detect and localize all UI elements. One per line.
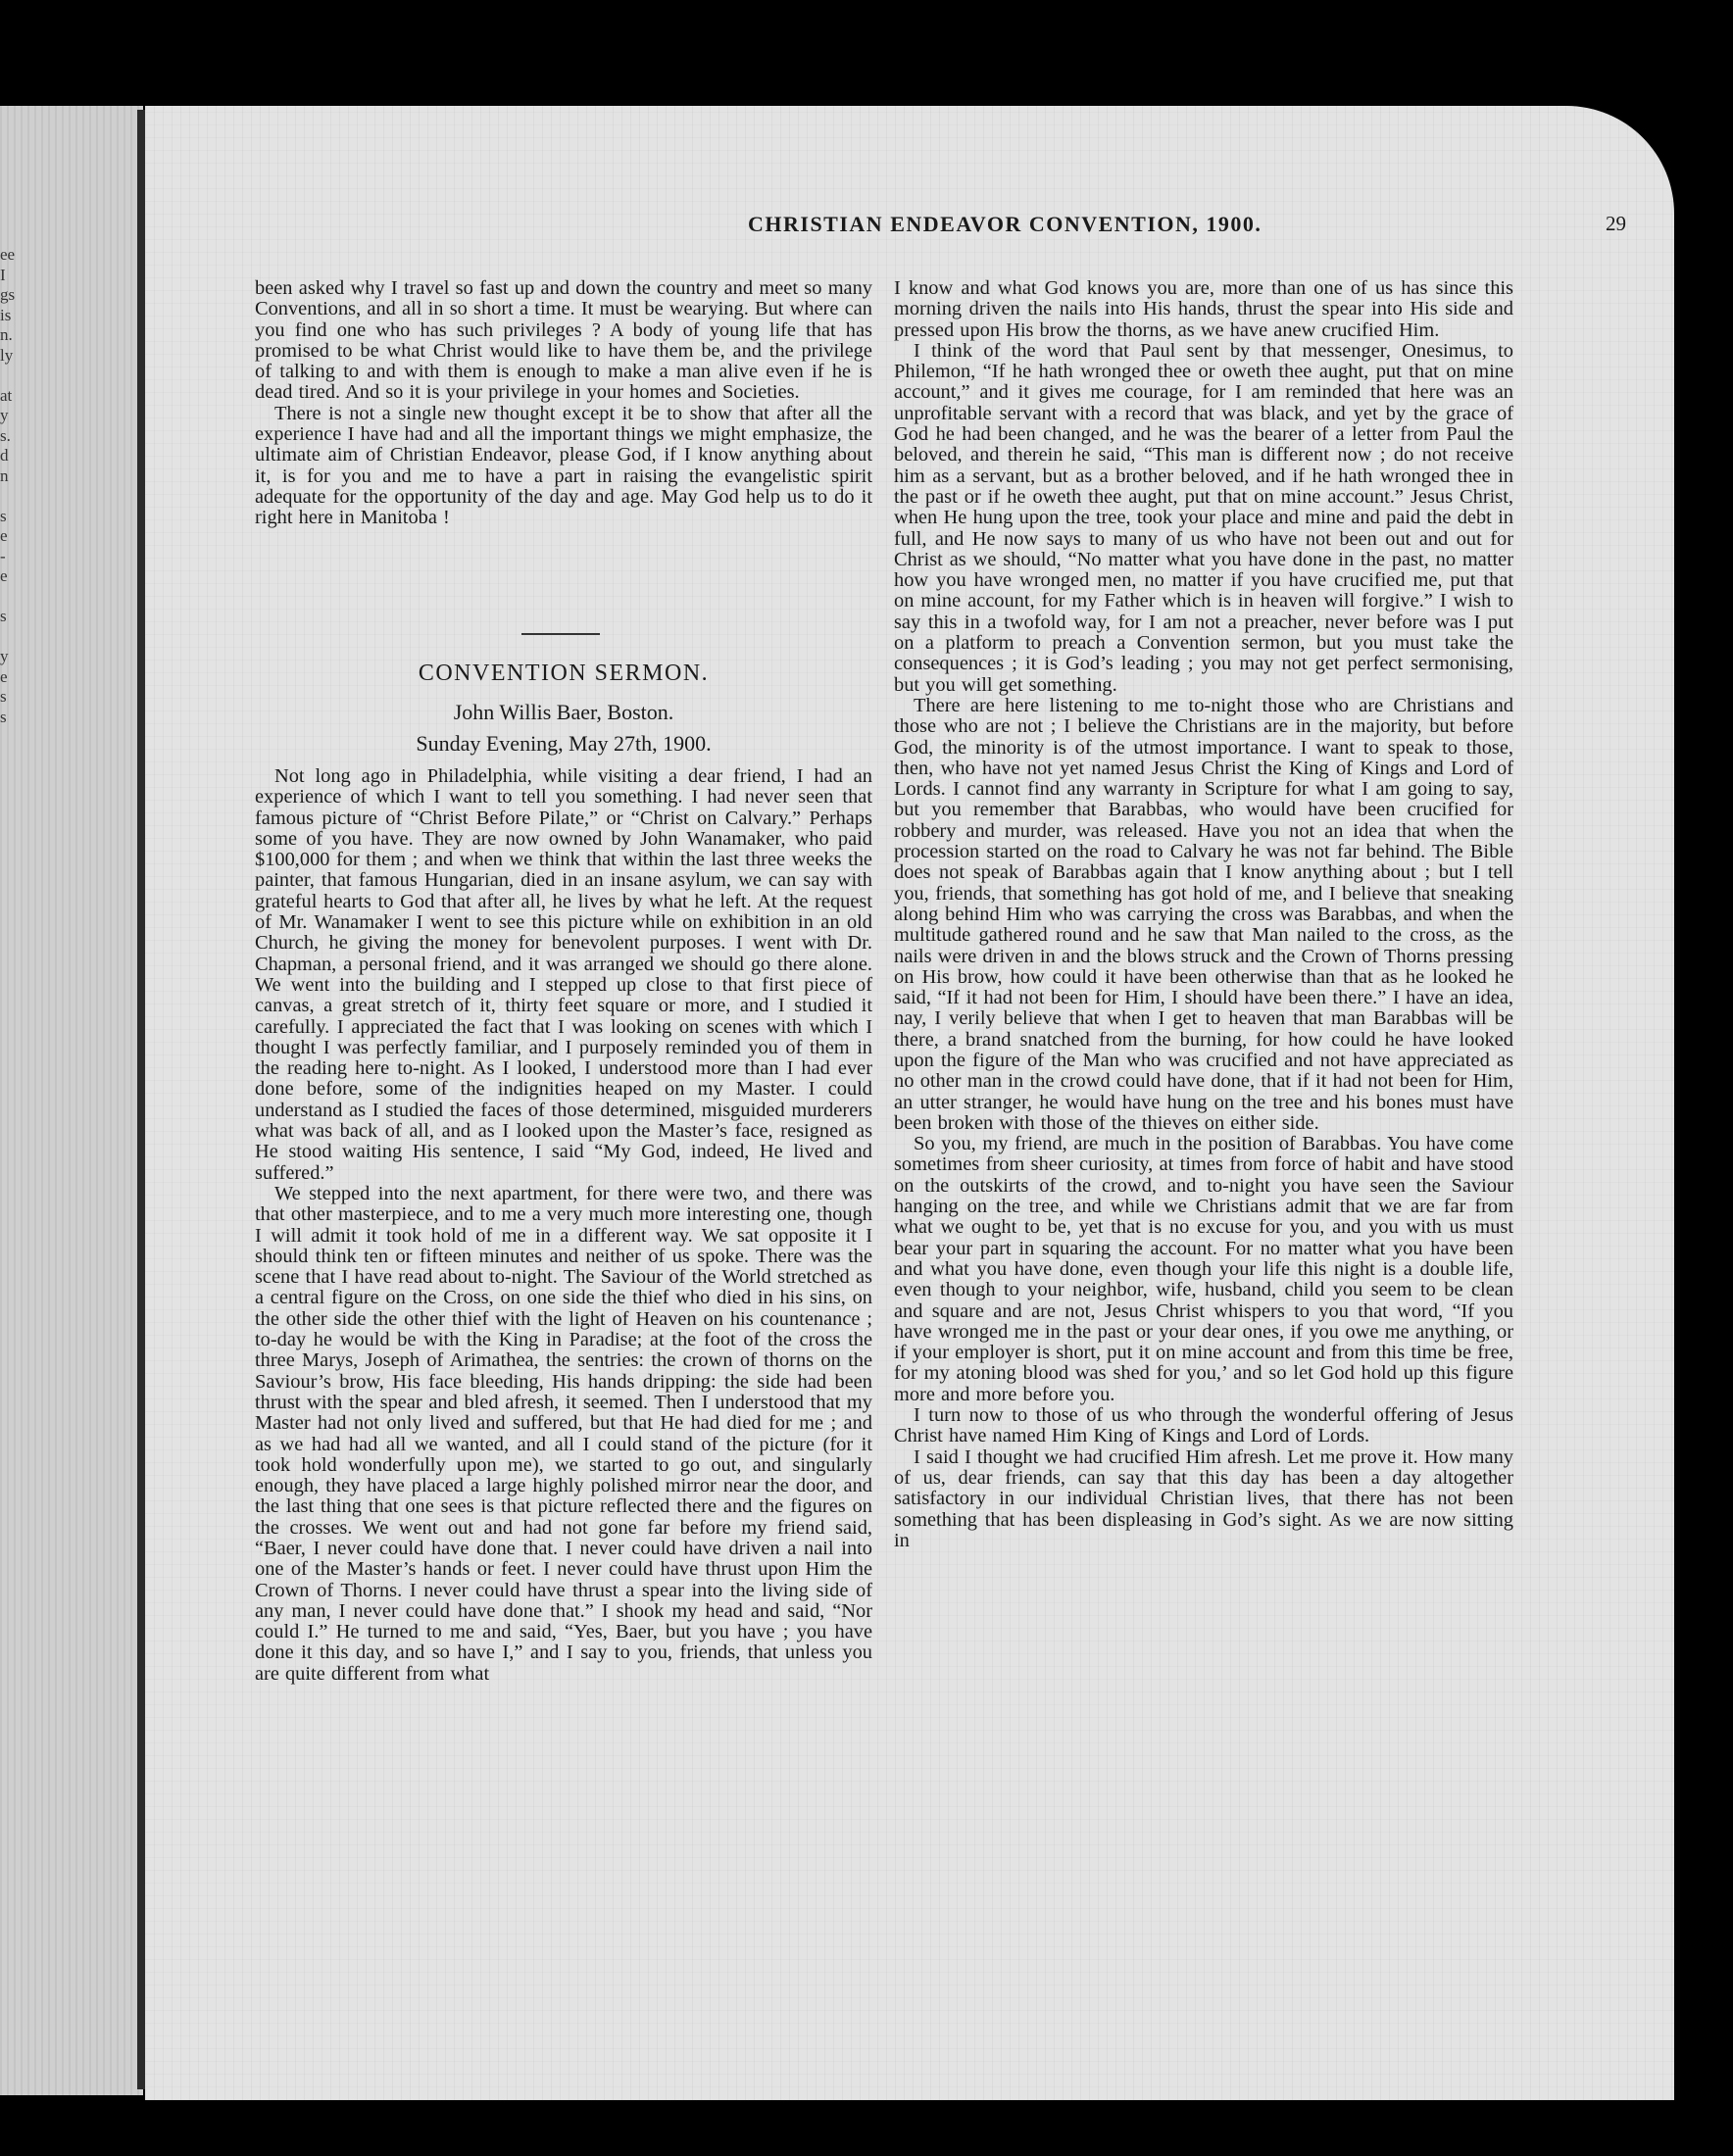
paragraph: I said I thought we had crucified Him afresh. Let me prove it. How many of us, dear friends, can say that this day has been a day altogether satisfactory in our individual Christian lives, that there has not been something that has been displeasing in God’s sight. As we are now sitting in: [894, 1446, 1513, 1551]
facing-page-text-fragments: ee I gs is n. ly at y s. d n s e - e s y e s s: [0, 245, 16, 726]
paragraph: So you, my friend, are much in the position of Barabbas. You have come sometimes from sheer curiosity, at times from force of habit and have stood on the outskirts of the crowd, and to-night you have seen the Saviour hanging on the tree, and while we Christians admit that we are far from what we ought to be, yet that is no excuse for you, and you with us must bear your part in squaring the account. For no matter what you have been and what you have done, even though your life this night is a double life, even though to your neighbor, wife, husband, child you seem to be clean and square and are not, Jesus Christ whispers to you that word, “If you have wronged me in the past or your dear ones, if you owe me anything, or if your employer is short, put it on mine account and from this time be free, for my atoning blood was shed for you,’ and so let God hold up this figure more and more before you.: [894, 1133, 1513, 1405]
running-header-title: CHRISTIAN ENDEAVOR CONVENTION, 1900.: [748, 212, 1263, 236]
paragraph: I think of the word that Paul sent by that messenger, Onesimus, to Philemon, “If he hath wronged thee or oweth thee aught, put that on mine account,” and it gives me courage, for I am reminded that here was an unprofitable servant with a record that was black, and yet by the grace of God he had been changed, and he was the bearer of a letter from Paul the beloved, and therein he said, “This man is different now ; do not receive him as a servant, but as a brother beloved, and if he hath wronged thee in the past or if he oweth thee aught, put that on mine account.” Jesus Christ, when He hung upon the tree, took your place and mine and paid the debt in full, and He now says to many of us who have not been out and out for Christ as we should, “No matter what you have done in the past, no matter how you have wronged men, no matter if you have crucified me, put that on mine account, for my Father which is in heaven will forgive.” I wish to say this in a twofold way, for I am not a preacher, never before was I put on a platform to preach a Convention sermon, but you must take the consequences ; it is God’s leading ; you may not get perfect sermonising, but you will get something.: [894, 339, 1513, 696]
paragraph: We stepped into the next apartment, for there were two, and there was that other masterpiece, and to me a very much more interesting one, though I will admit it took hold of me in a different way. We sat opposite it I should think ten or fifteen minutes and neither of us spoke. There was the scene that I have read about to-night. The Saviour of the World stretched as a central figure on the Cross, on one side the thief who died in his sins, on the other side the other thief with the light of Heaven on his countenance ; to-day he would be with the King in Paradise; at the foot of the cross the three Marys, Joseph of Arimathea, the sentries: the crown of thorns on the Saviour’s brow, His face bleeding, His hands dripping: the side had been thrust with the spear and bled afresh, it seemed. Then I understood that my Master had not only lived and suffered, but that He had died for me ; and as we had had all we wanted, and all I could stand of the picture (for it took hold wonderfully upon me), we started to go out, and singularly enough, they have placed a large highly polished mirror near the door, and the last thing that one sees is that picture reflected there and the figures on the crosses. We went out and had not gone far before my friend said, “Baer, I never could have done that. I never could have driven a nail into one of the Master’s hands or feet. I never could have thrust upon Him the Crown of Thorns. I never could have thrust a spear into the living side of any man, I never could have done that.” I shook my head and said, “Nor could I.” He turned to me and said, “Yes, Baer, but you have ; you have done it this day, and so have I,” and I say to you, friends, that unless you are quite different from what: [255, 1182, 872, 1685]
left-column-sermon-text: [255, 766, 872, 1685]
sermon-heading: CONVENTION SERMON.: [418, 661, 710, 686]
page: [145, 106, 1674, 2100]
left-column-continued-text: [255, 278, 872, 529]
paragraph: There is not a single new thought except it be to show that after all the experience I have had and all the important things we might emphasize, the ultimate aim of Christian Endeavor, please God, if I know anything about it, is for you and me to have a part in raising the evangelistic spirit adequate for the opportunity of the day and age. May God help us to do it right here in Manitoba !: [255, 402, 872, 529]
paragraph: There are here listening to me to-night those who are Christians and those who are not ; I believe the Christians are in the majority, but before God, the minority is of the utmost importance. I want to speak to those, then, who have not yet named Jesus Christ the King of Kings and Lord of Lords. I cannot find any warranty in Scripture for what I am going to say, but you remember that Barabbas, who would have been crucified for robbery and murder, was released. Have you not an idea that when the procession started on the road to Calvary he was not far behind. The Bible does not speak of Barabbas again that I know anything about ; but I tell you, friends, that something has got hold of me, and I believe that sneaking along behind Him who was carrying the cross was Barabbas, and when the multitude gathered round and he saw that Man nailed to the cross, as the nails were driven in and the blows struck and the Crown of Thorns pressing on His brow, how could it have been otherwise than that as he looked he said, “If it had not been for Him, I should have been there.” I have an idea, nay, I verily believe that when I get to heaven that man Barabbas will be there, a brand snatched from the burning, for how could he have looked upon the figure of the Man who was crucified and not have appreciated as no other man in the crowd could have done, that if it had not been for Him, an utter stranger, he would have hung on the tree and his bones must have been broken with those of the thieves on either side.: [894, 694, 1513, 1134]
sermon-author: John Willis Baer, Boston.: [453, 700, 674, 724]
paragraph: I know and what God knows you are, more than one of us has since this morning driven the nails into His hands, thrust the spear into His side and pressed upon His brow the thorns, as we have anew crucified Him.: [894, 277, 1513, 341]
facing-page-edge: [0, 106, 143, 2095]
section-divider: [521, 633, 600, 635]
paragraph: Not long ago in Philadelphia, while visiting a dear friend, I had an experience of which I want to tell you something. I had never seen that famous picture of “Christ Before Pilate,” or “Christ on Calvary.” Perhaps some of you have. They are now owned by John Wanamaker, who paid $100,000 for them ; and when we think that within the last three weeks the painter, that famous Hungarian, died in an insane asylum, we can say with grateful hearts to God that after all, he lives by what he left. At the request of Mr. Wanamaker I went to see this picture while on exhibition in an old Church, he giving the money for benevolent purposes. I went with Dr. Chapman, a personal friend, and it was arranged we should go there alone. We went into the building and I stepped up close to that first piece of canvas, a great stretch of it, thirty feet square or more, and I studied it carefully. I appreciated the fact that I was looking on scenes with which I thought I was perfectly familiar, and I purposely reminded you of them in the reading here to-night. As I looked, I understood more than I had ever done before, some of the indignities heaped on my Master. I could understand as I studied the faces of those determined, misguided murderers what was back of all, and as I looked upon the Master’s face, resigned as He stood waiting His sentence, I said “My God, indeed, He lived and suffered.”: [255, 765, 872, 1184]
paragraph: I turn now to those of us who through the wonderful offering of Jesus Christ have named Him King of Kings and Lord of Lords.: [894, 1404, 1513, 1447]
paragraph: been asked why I travel so fast up and down the country and meet so many Conventions, and all in so short a time. It must be wearying. But where can you find one who has such privileges ? A body of young life that has promised to be what Christ would like to have them be, and the privilege of talking to and with them is enough to make a man alive even if he is dead tired. And so it is your privilege in your homes and Societies.: [255, 277, 872, 404]
sermon-date: Sunday Evening, May 27th, 1900.: [416, 731, 712, 756]
right-column-sermon-text: [894, 278, 1513, 1551]
book-binding-gutter: [137, 110, 145, 2089]
page-number: 29: [1606, 212, 1626, 235]
